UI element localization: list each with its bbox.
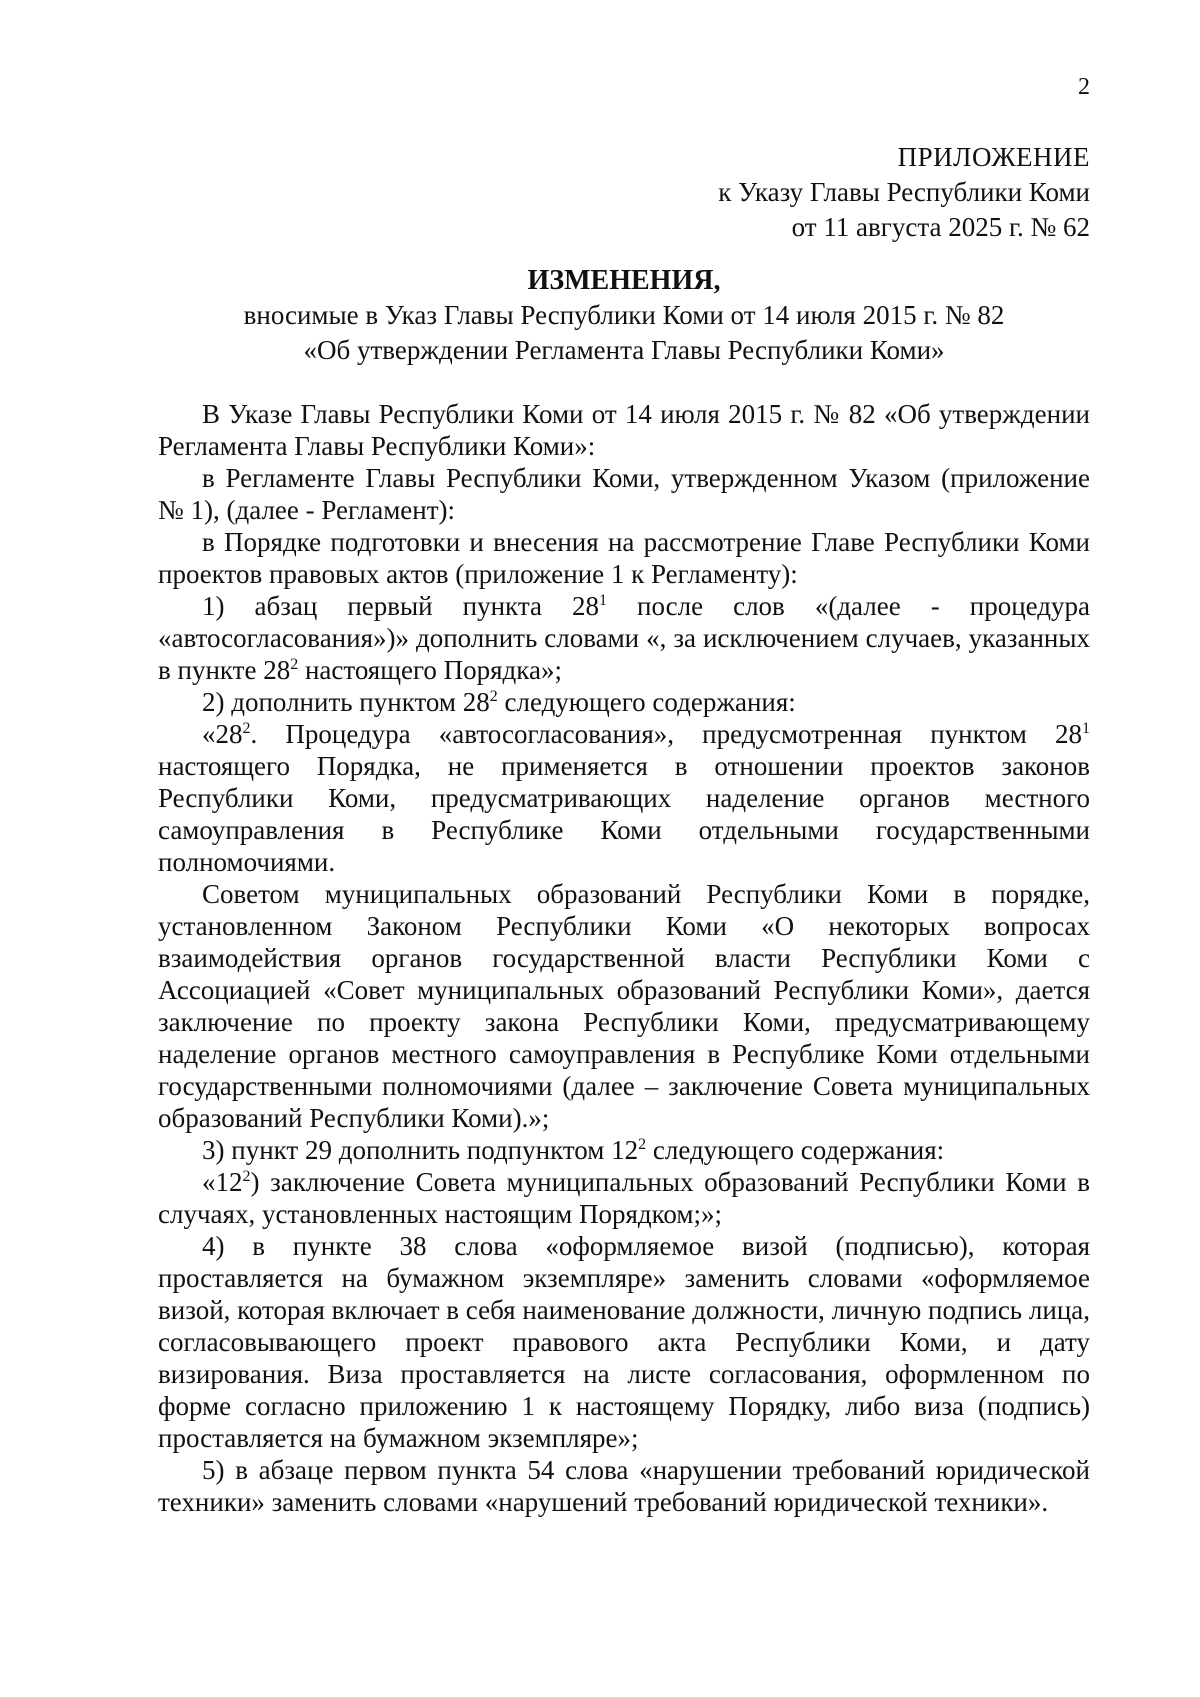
superscript: 2 — [242, 720, 251, 737]
paragraph-item-2: 2) дополнить пунктом $28^2$ следующего содержания: — [202, 687, 796, 717]
heading-subtitle-line2: «Об утверждении Регламента Главы Республики Коми» — [303, 335, 945, 365]
superscript: 2 — [290, 656, 299, 673]
heading-title: ИЗМЕНЕНИЯ, — [527, 265, 721, 296]
paragraph-item-3: 3) пункт 29 дополнить подпунктом $12^2$ следующего содержания: — [202, 1135, 945, 1165]
heading-subtitle-line1: вносимые в Указ Главы Республики Коми от 14 июля 2015 г. № 82 — [243, 300, 1005, 330]
paragraph-item-2-text: «$28^2$. Процедура «автосогласования», предусмотренная пунктом $28^1$ настоящего Порядка, не применяется в отношении проектов законов Республики Коми, предусматривающих наделение органов местного самоуправления в Республике Коми отдельными государственными полномочиями. — [158, 719, 1090, 877]
superscript: 2 — [242, 1168, 251, 1185]
paragraph-item-4: 4) в пункте 38 слова «оформляемое визой (подписью), которая проставляется на бумажном экземпляре» заменить словами «оформляемое визой, которая включает в себя наименование должности, личную подпись лица, согласовывающего проект правового акта Республики Коми, и дату визирования. Виза проставляется на листе согласования, оформленном по форме согласно приложению 1 к настоящему Порядку, либо виза (подпись) проставляется на бумажном экземпляре»; — [158, 1231, 1090, 1453]
paragraph-item-3-text: «$12^2$) заключение Совета муниципальных образований Республики Коми в случаях, установленных настоящим Порядком;»; — [158, 1167, 1090, 1229]
paragraph-item-1: 1) абзац первый пункта $28^1$ после слов «(далее - процедура «автосогласования»)» дополнить словами «, за исключением случаев, указанных в пункте $28^2$ настоящего Порядка»; — [158, 591, 1090, 685]
appendix-block — [718, 140, 1090, 245]
paragraph-procedure: в Порядке подготовки и внесения на рассмотрение Главе Республики Коми проектов правовых актов (приложение 1 к Регламенту): — [158, 527, 1090, 589]
appendix-title: ПРИЛОЖЕНИЕ — [897, 142, 1090, 172]
paragraph-regulation: в Регламенте Главы Республики Коми, утвержденном Указом (приложение № 1), (далее - Регламент): — [158, 463, 1090, 525]
appendix-decree-reference: к Указу Главы Республики Коми — [718, 177, 1090, 207]
appendix-decree-date: от 11 августа 2025 г. № 62 — [791, 212, 1090, 242]
paragraph-item-5: 5) в абзаце первом пункта 54 слова «нарушении требований юридической техники» заменить словами «нарушений требований юридической техники». — [158, 1455, 1090, 1517]
paragraph-council-conclusion: Советом муниципальных образований Республики Коми в порядке, установленном Законом Республики Коми «О некоторых вопросах взаимодействия органов государственной власти Республики Коми с Ассоциацией «Совет муниципальных образований Республики Коми», дается заключение по проекту закона Республики Коми, предусматривающему наделение органов местного самоуправления в Республике Коми отдельными государственными полномочиями (далее – заключение Совета муниципальных образований Республики Коми).»; — [158, 879, 1090, 1133]
document-heading — [158, 263, 1090, 368]
superscript: 1 — [598, 592, 607, 609]
superscript: 1 — [1082, 720, 1090, 737]
page-number: 2 — [1078, 74, 1090, 100]
superscript: 2 — [638, 1136, 647, 1153]
document-body — [158, 398, 1090, 1518]
superscript: 2 — [489, 688, 498, 705]
paragraph-intro: В Указе Главы Республики Коми от 14 июля 2015 г. № 82 «Об утверждении Регламента Главы Республики Коми»: — [158, 399, 1090, 461]
